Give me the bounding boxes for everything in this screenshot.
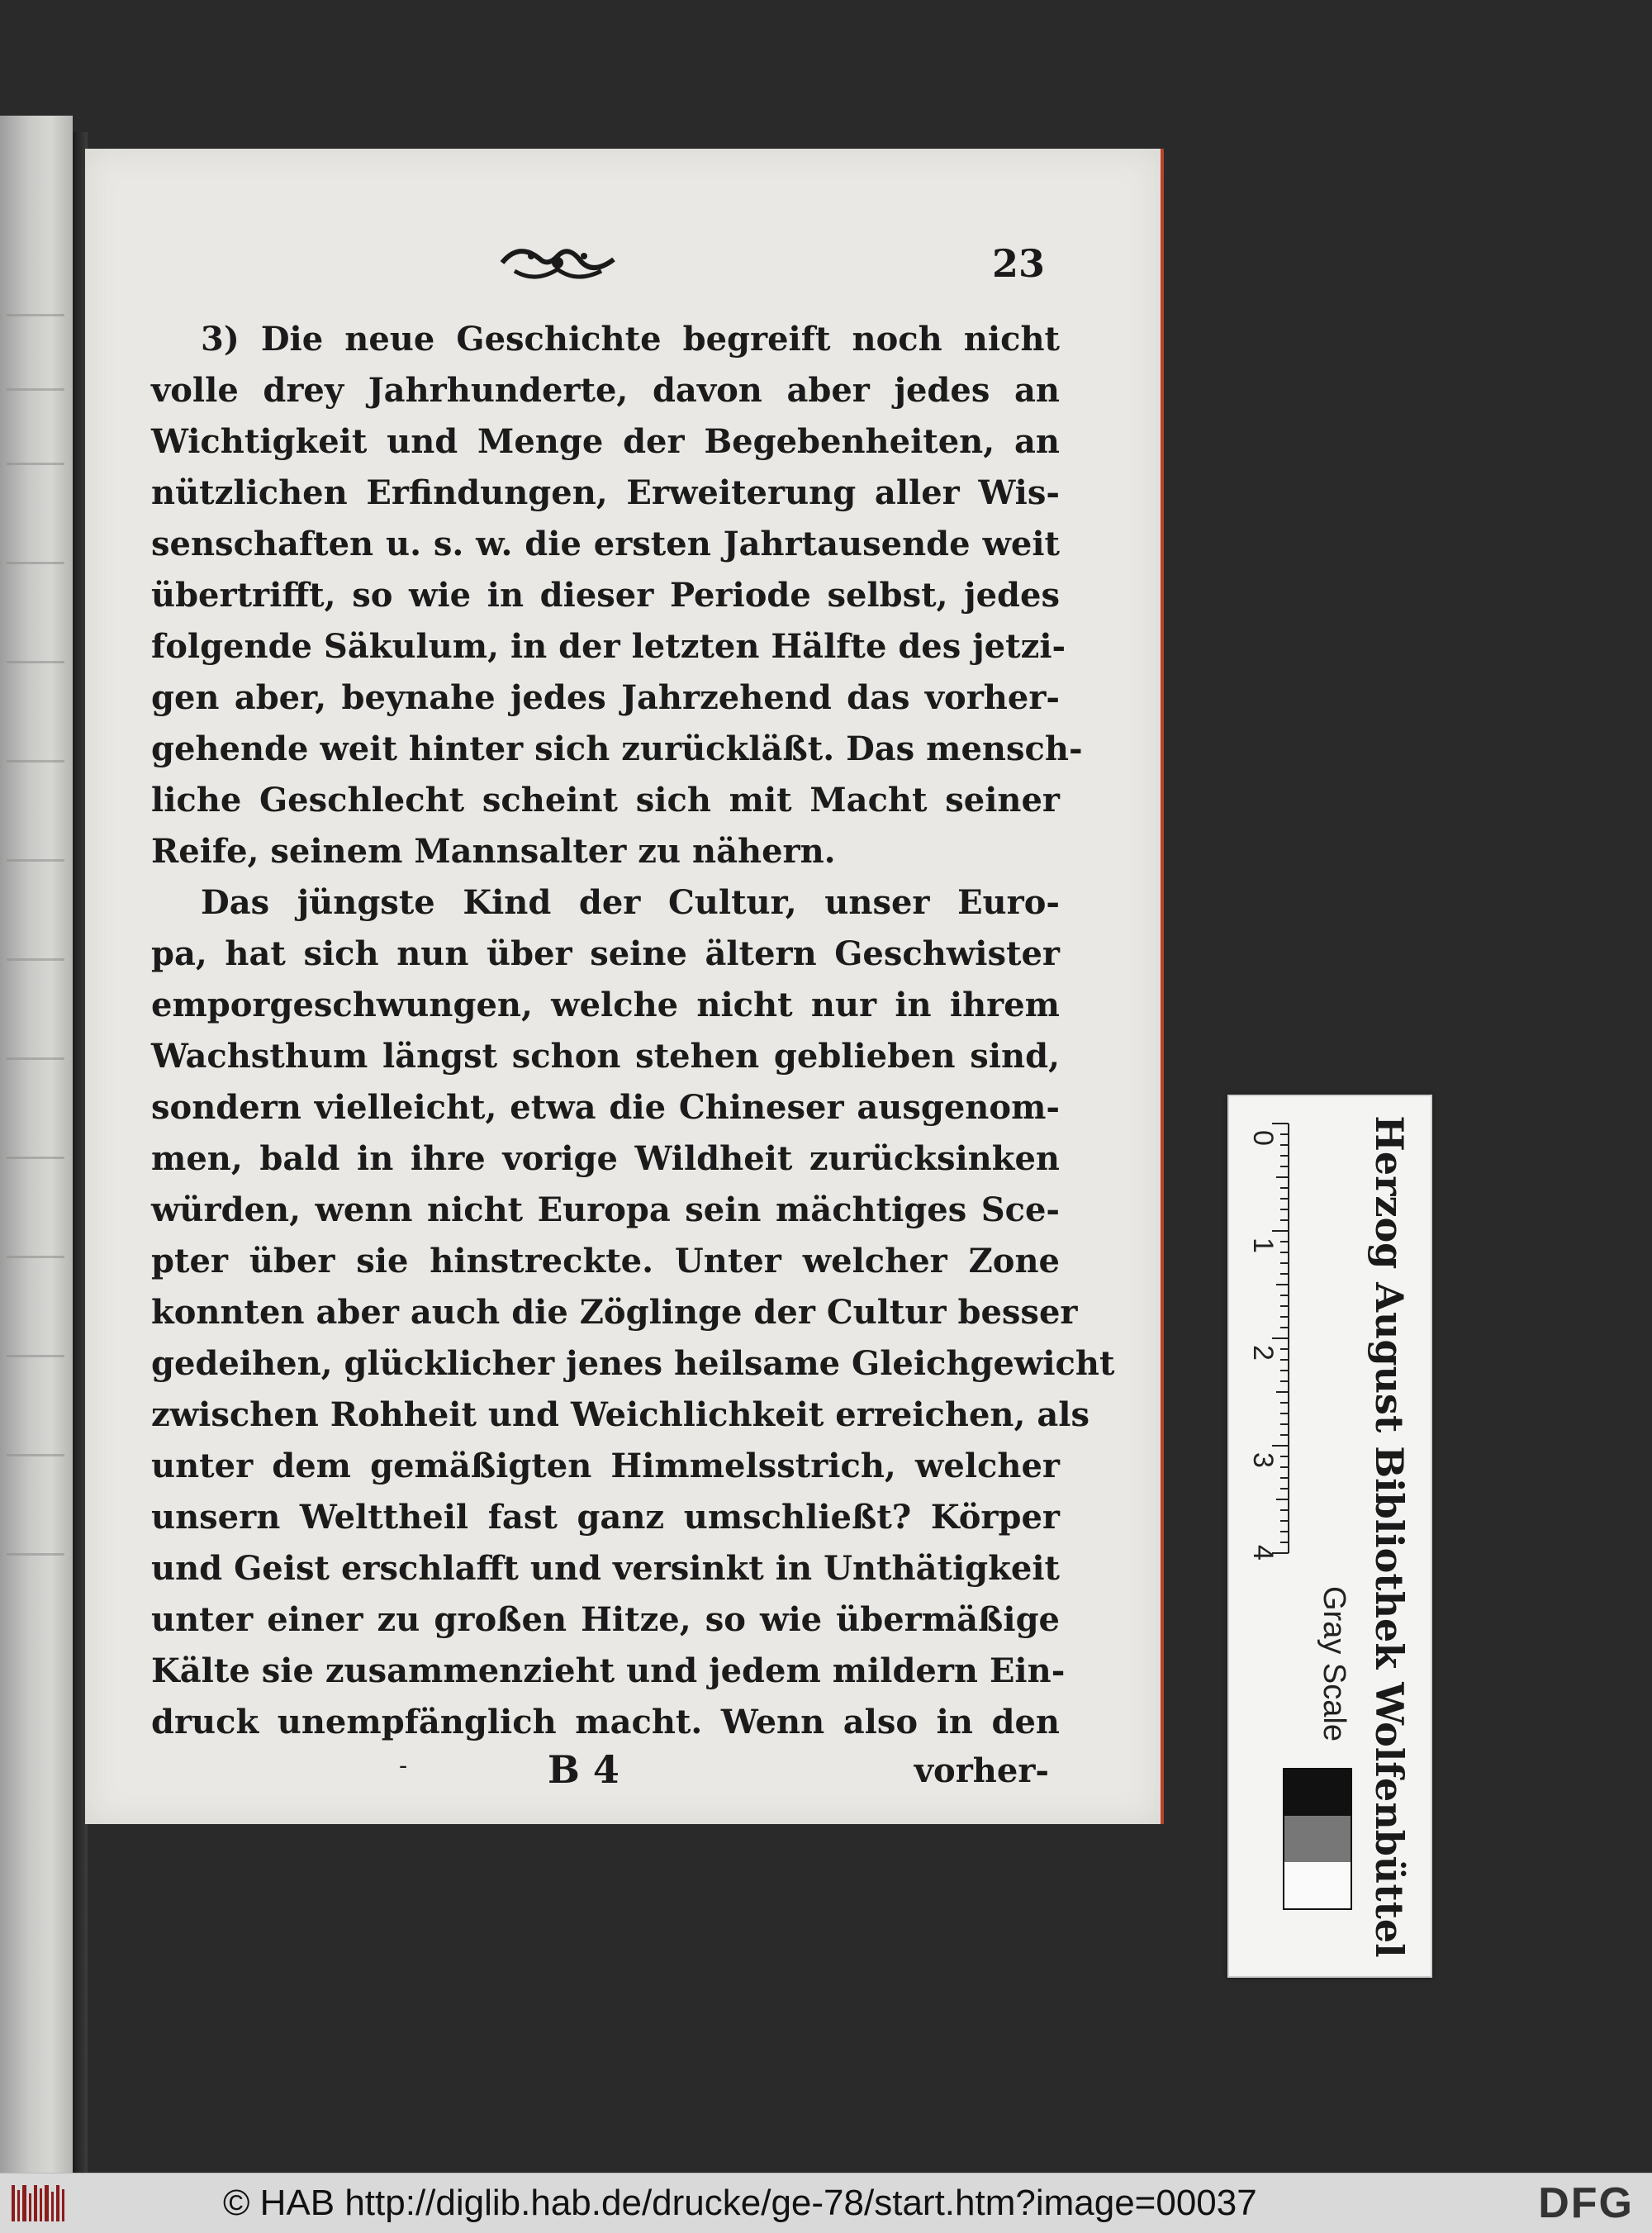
text-line: konnten aber auch die Zöglinge der Cultur besser — [151, 1293, 1078, 1332]
text-line: men, bald in ihre vorige Wildheit zurücksinken — [151, 1139, 1060, 1178]
text-line: unsern Welttheil fast ganz umschließt? Körper — [151, 1498, 1060, 1537]
bleed-line — [7, 661, 64, 663]
bleed-line — [7, 859, 64, 862]
gray-scale-label: Gray Scale — [1317, 1586, 1351, 1741]
text-line: und Geist erschlafft und versinkt in Unthätigkeit — [151, 1549, 1060, 1588]
paragraph — [151, 314, 1083, 877]
text-line: Kälte sie zusammenzieht und jedem mildern Ein- — [151, 1651, 1066, 1690]
ruler-number: 1 — [1247, 1238, 1279, 1253]
swatch-gray — [1284, 1816, 1351, 1862]
copyright-text: © HAB http://diglib.hab.de/drucke/ge-78/start.htm?image=00037 — [223, 2183, 1257, 2223]
catchword: vorher- — [914, 1751, 1049, 1790]
bleed-line — [7, 1454, 64, 1456]
institution-label: Herzog August Bibliothek Wolfenbüttel — [1367, 1115, 1412, 1958]
bottom-bar — [0, 2173, 1652, 2233]
text-line: volle drey Jahrhunderte, davon aber jedes an — [151, 371, 1060, 410]
bleed-line — [7, 1355, 64, 1357]
bleed-line — [7, 1157, 64, 1159]
text-line: 3) Die neue Geschichte begreift noch nicht — [201, 320, 1060, 359]
text-line: unter einer zu großen Hitze, so wie übermäßige — [151, 1600, 1060, 1639]
gray-scale-swatches — [1283, 1768, 1352, 1910]
text-line: Wichtigkeit und Menge der Begebenheiten, an — [151, 422, 1060, 461]
page-number: 23 — [991, 241, 1045, 286]
dfg-logo: DFG — [1538, 2179, 1634, 2227]
text-line: liche Geschlecht scheint sich mit Macht seiner — [151, 781, 1060, 820]
page-header — [85, 238, 1161, 287]
bleed-line — [7, 388, 64, 391]
text-line: zwischen Rohheit und Weichlichkeit erreichen, als — [151, 1395, 1089, 1434]
swatch-black — [1284, 1770, 1351, 1816]
ruler-number: 3 — [1247, 1452, 1279, 1468]
ruler-number: 0 — [1247, 1130, 1279, 1146]
bleed-line — [7, 314, 64, 316]
text-line: nützlichen Erfindungen, Erweiterung aller Wis- — [151, 473, 1060, 512]
bleed-line — [7, 1553, 64, 1556]
barcode-icon — [10, 2182, 66, 2225]
body-text — [151, 314, 1115, 1748]
text-line: übertrifft, so wie in dieser Periode selbst, jedes — [151, 576, 1060, 615]
text-line: unter dem gemäßigten Himmelsstrich, welcher — [151, 1447, 1060, 1485]
bleed-line — [7, 958, 64, 961]
text-line: gen aber, beynahe jedes Jahrzehend das vorher- — [151, 678, 1060, 717]
text-line: würden, wenn nicht Europa sein mächtiges Sce- — [151, 1190, 1060, 1229]
text-line: senschaften u. s. w. die ersten Jahrtausende weit — [151, 525, 1060, 563]
ruler-number: 4 — [1247, 1545, 1279, 1561]
bleed-line — [7, 760, 64, 763]
ruler — [1239, 1115, 1305, 1561]
text-line: sondern vielleicht, etwa die Chineser ausgenom- — [151, 1088, 1060, 1127]
footer-dash: - — [399, 1751, 408, 1780]
text-line: emporgeschwungen, welche nicht nur in ihrem — [151, 986, 1060, 1024]
paragraph — [151, 877, 1115, 1748]
text-line: folgende Säkulum, in der letzten Hälfte des jetzi- — [151, 627, 1066, 666]
text-line: pter über sie hinstreckte. Unter welcher Zone — [151, 1242, 1060, 1280]
bleed-line — [7, 463, 64, 465]
left-page-edge — [0, 116, 73, 2173]
ruler-number: 2 — [1247, 1345, 1279, 1361]
bleed-line — [7, 1256, 64, 1258]
text-line: Wachsthum längst schon stehen geblieben sind, — [151, 1037, 1060, 1076]
book-page — [85, 149, 1164, 1824]
text-line: pa, hat sich nun über seine ältern Geschwister — [151, 934, 1060, 973]
text-line: druck unempfänglich macht. Wenn also in den — [151, 1703, 1060, 1741]
text-line: Reife, seinem Mannsalter zu nähern. — [151, 832, 836, 871]
swatch-white — [1284, 1862, 1351, 1908]
text-line: gehende weit hinter sich zurückläßt. Das mensch- — [151, 729, 1083, 768]
bleed-line — [7, 562, 64, 564]
ornament-icon — [498, 238, 618, 287]
bleed-line — [7, 1057, 64, 1060]
signature-mark: B 4 — [548, 1747, 620, 1792]
text-line: gedeihen, glücklicher jenes heilsame Gleichgewicht — [151, 1344, 1115, 1383]
text-line: Das jüngste Kind der Cultur, unser Euro- — [201, 883, 1060, 922]
